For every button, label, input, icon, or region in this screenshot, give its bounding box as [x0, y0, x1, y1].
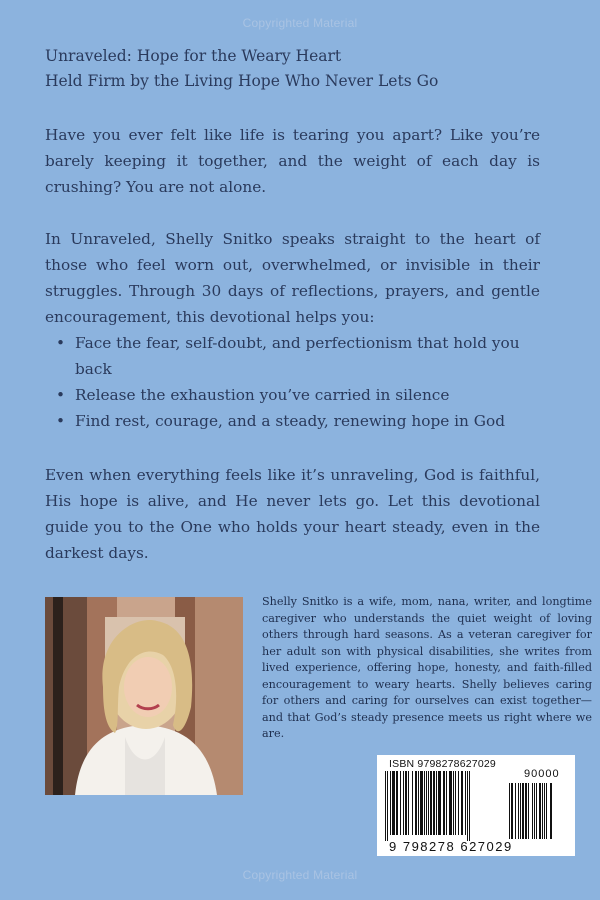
addon-bars	[509, 783, 567, 841]
isbn-barcode	[377, 755, 575, 856]
price-code: 90000	[524, 768, 560, 780]
ean-digits: 9 798278 627029	[389, 839, 513, 854]
copyright-watermark-bottom: Copyrighted Material	[242, 868, 358, 882]
ean13-bars	[385, 771, 507, 841]
back-cover-titles	[45, 44, 540, 94]
list-item: • Face the fear, self-doubt, and perfectionism that hold you back	[45, 330, 540, 382]
list-item: • Release the exhaustion you’ve carried in silence	[45, 382, 540, 408]
description-paragraph: In Unraveled, Shelly Snitko speaks straight to the heart of those who feel worn out, overwhelmed, or invisible in their struggles. Through 30 days of reflections, prayers, and gentle encouragement, this devotional helps you:	[45, 230, 540, 326]
book-title: Unraveled: Hope for the Weary Heart	[45, 47, 342, 65]
intro-paragraph: Have you ever felt like life is tearing you apart? Like you’re barely keeping it together, and the weight of each day is crushing? You are not alone.	[45, 126, 540, 196]
closing-paragraph: Even when everything feels like it’s unraveling, God is faithful, His hope is alive, and He never lets go. Let this devotional guide you to the One who holds your heart steady, even in the darkest days.	[45, 466, 540, 562]
bullet-icon: •	[56, 386, 66, 404]
list-item: • Find rest, courage, and a steady, renewing hope in God	[45, 408, 540, 434]
isbn-label: ISBN 9798278627029	[389, 758, 496, 770]
benefits-list	[45, 330, 540, 434]
author-photo	[45, 597, 243, 795]
copyright-watermark-top: Copyrighted Material	[242, 16, 358, 30]
author-bio: Shelly Snitko is a wife, mom, nana, writer, and longtime caregiver who understands the quiet weight of loving others through hard seasons. As a veteran caregiver for her adult son with physical disabilities, she writes from lived experience, offering hope, honesty, and faith-filled encouragement to weary hearts. Shelly believes caring for others and caring for ourselves can exist together—and that God’s steady presence meets us right where we are.	[262, 595, 592, 740]
book-subtitle: Held Firm by the Living Hope Who Never Lets Go	[45, 72, 439, 90]
bullet-icon: •	[56, 334, 66, 352]
bullet-icon: •	[56, 412, 66, 430]
